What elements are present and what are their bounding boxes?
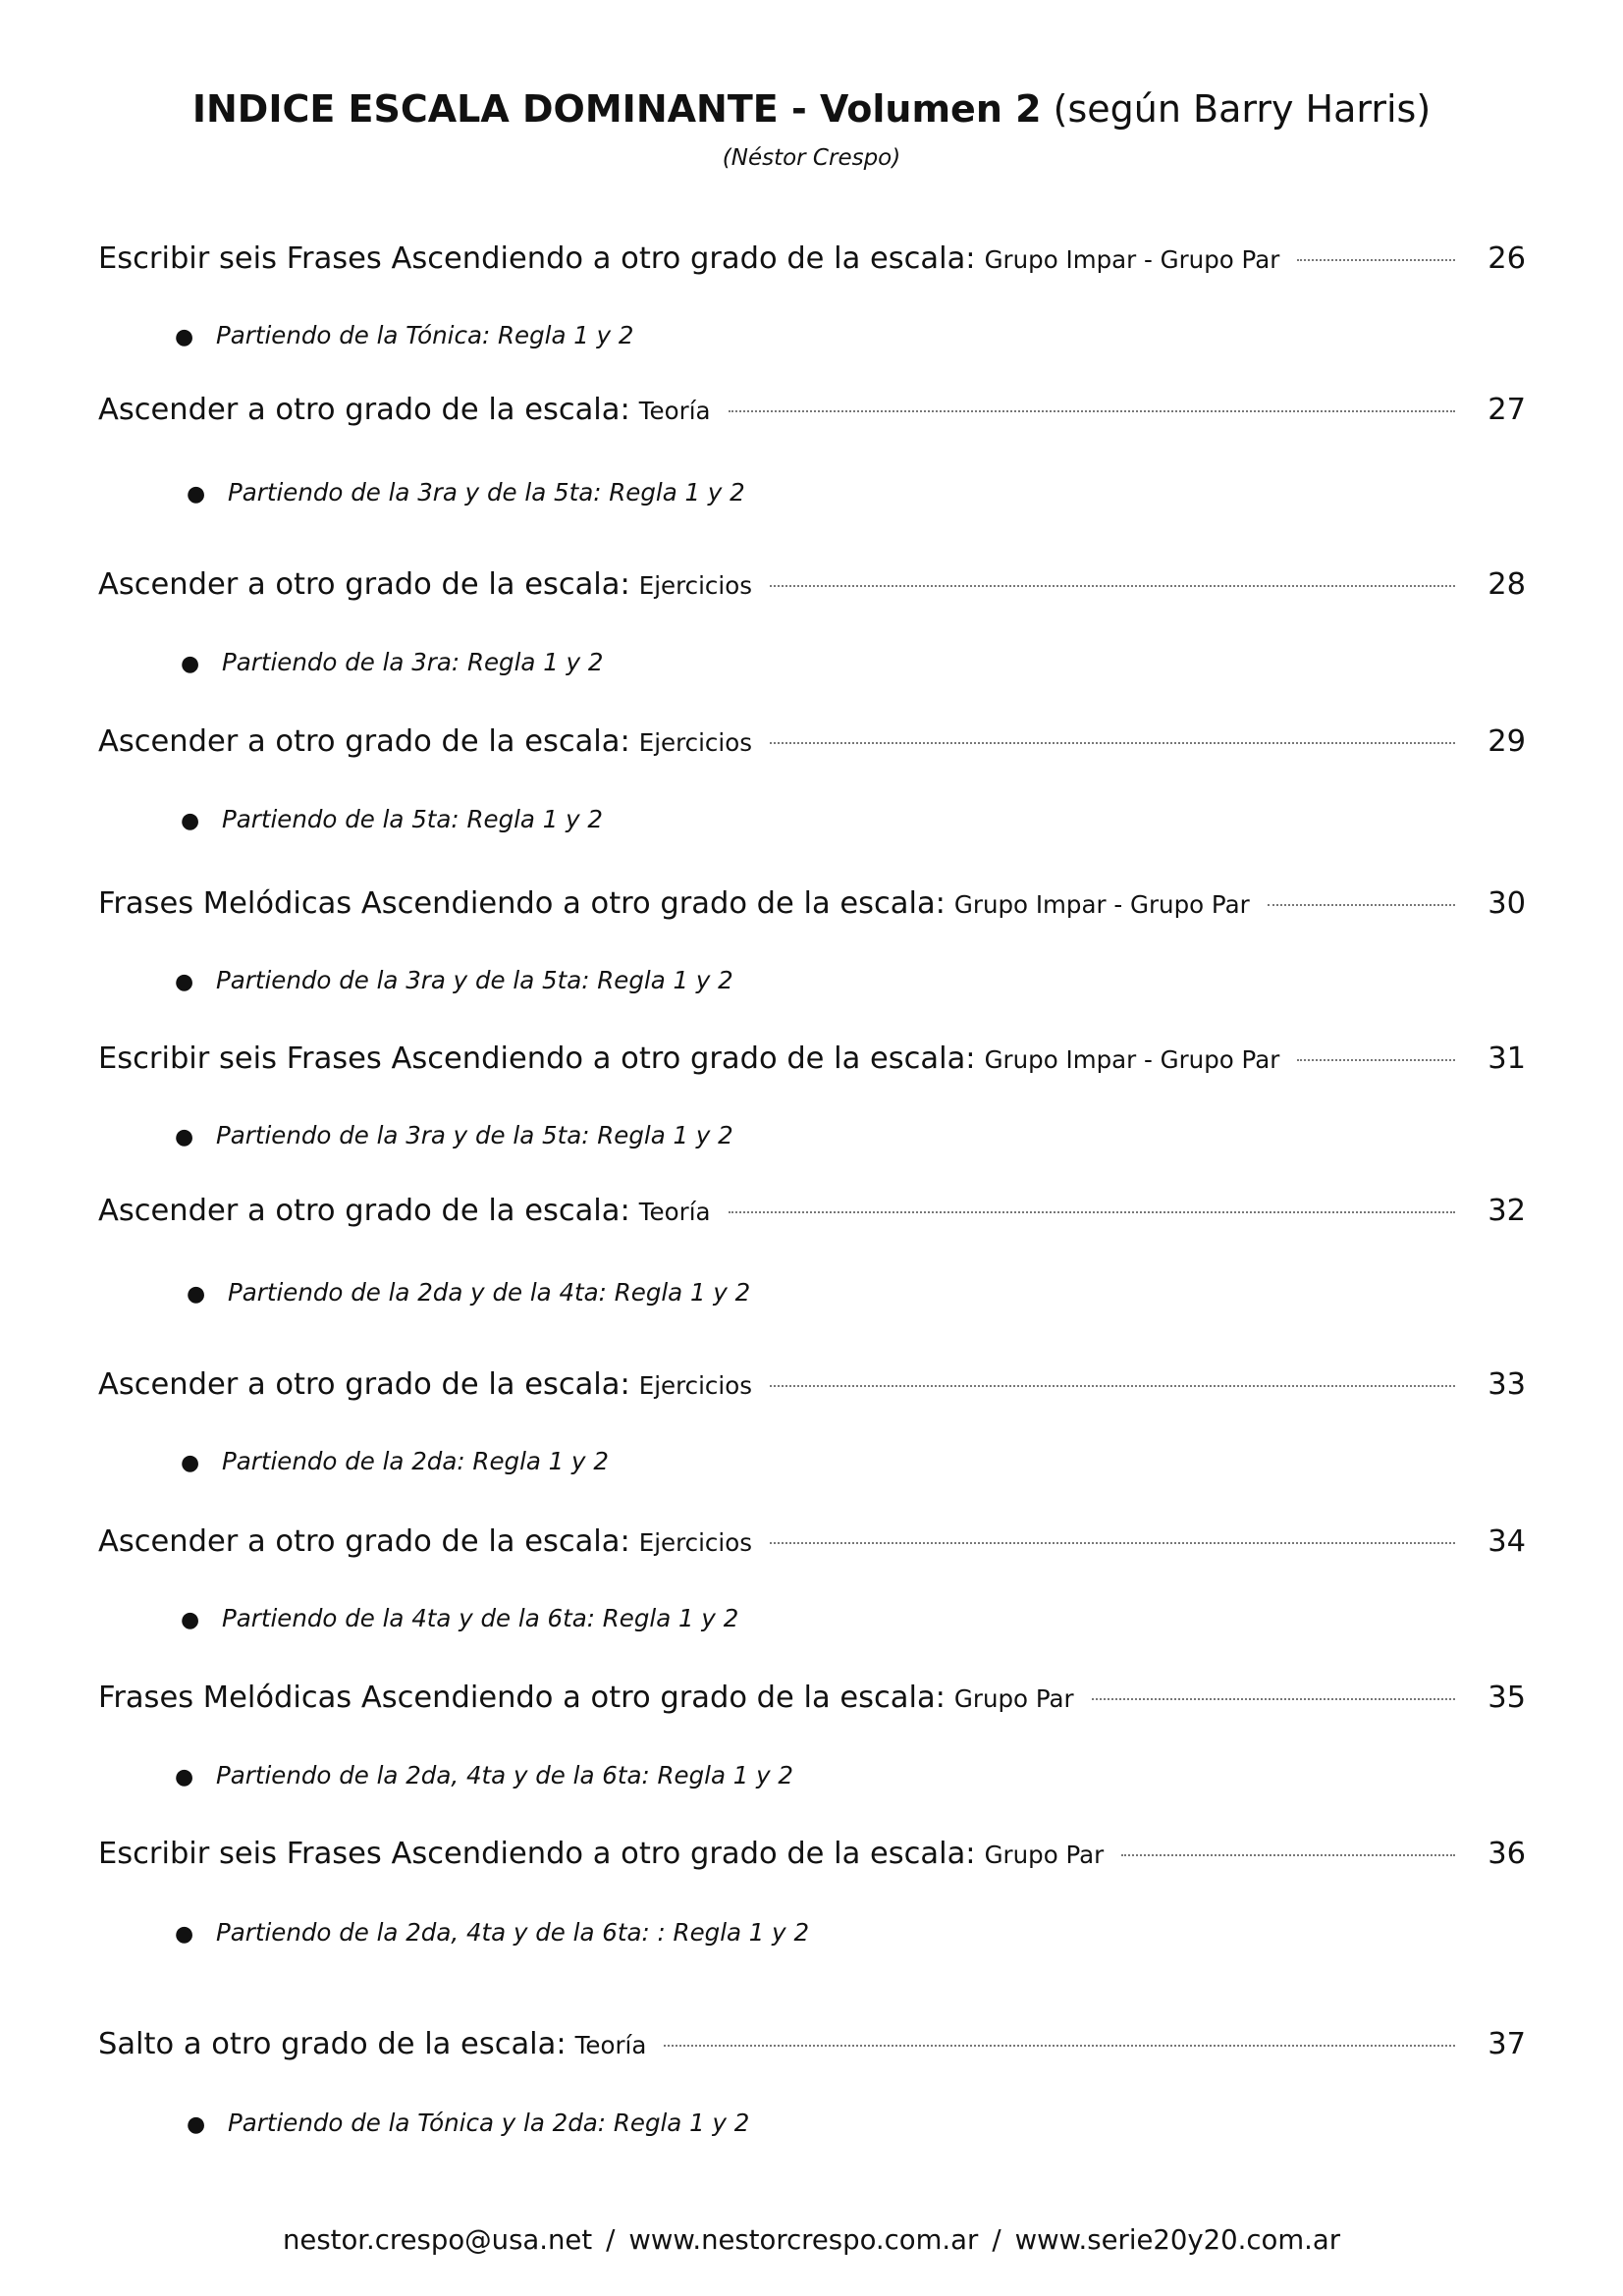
footer-links [0,2222,1623,2258]
page-number: 27 [1488,393,1526,427]
entry-title: Ascender a otro grado de la escala: [98,1524,630,1559]
page-number: 37 [1488,2027,1526,2061]
toc-bullet [175,1759,793,1794]
entry-title: Salto a otro grado de la escala: [98,2027,567,2061]
bullet-text: Partiendo de la 3ra y de la 5ta: Regla 1 y 2 [228,478,745,507]
bullet-text: Partiendo de la Tónica: Regla 1 y 2 [216,321,634,349]
dot-leader [770,742,1455,744]
toc-entry[interactable] [98,1521,1526,1564]
page-number: 34 [1488,1524,1526,1559]
footer-separator: / [606,2224,616,2256]
toc-bullet [187,476,745,511]
entry-subtitle: Grupo Par [984,1841,1105,1869]
bullet-text: Partiendo de la 2da: Regla 1 y 2 [222,1447,609,1475]
dot-leader [729,410,1455,412]
bullet-icon: ● [187,482,206,507]
entry-subtitle: Grupo Par [953,1684,1074,1713]
toc-bullet [181,803,603,838]
entry-title: Ascender a otro grado de la escala: [98,567,630,602]
bullet-text: Partiendo de la 3ra y de la 5ta: Regla 1 y 2 [216,966,733,994]
page-number: 28 [1488,567,1526,602]
footer-site-link[interactable]: www.nestorcrespo.com.ar [628,2224,979,2256]
toc-entry[interactable] [98,1190,1526,1233]
author-name: (Néstor Crespo) [722,145,901,171]
entry-title: Frases Melódicas Ascendiendo a otro grado de la escala: [98,886,946,921]
entry-title: Escribir seis Frases Ascendiendo a otro grado de la escala: [98,1041,976,1076]
footer-email[interactable]: nestor.crespo@usa.net [282,2224,593,2256]
document-title [0,86,1623,132]
dot-leader [770,585,1455,587]
toc-bullet [175,1916,809,1951]
bullet-icon: ● [175,1125,194,1149]
bullet-icon: ● [181,1608,200,1632]
entry-title: Ascender a otro grado de la escala: [98,1194,630,1228]
dot-leader [729,1211,1455,1213]
toc-entry[interactable] [98,882,1526,926]
dot-leader [1268,904,1455,906]
page-number: 31 [1488,1041,1526,1076]
footer-separator: / [992,2224,1001,2256]
toc-entry[interactable] [98,1038,1526,1081]
bullet-text: Partiendo de la 3ra y de la 5ta: Regla 1 y 2 [216,1121,733,1149]
bullet-text: Partiendo de la 2da, 4ta y de la 6ta: : Regla 1 y 2 [216,1918,810,1947]
dot-leader [1121,1854,1455,1856]
dot-leader [770,1385,1455,1387]
toc-bullet [187,1276,750,1311]
bullet-text: Partiendo de la Tónica y la 2da: Regla 1 y 2 [228,2109,750,2137]
bullet-icon: ● [187,2112,206,2137]
entry-subtitle: Grupo Impar - Grupo Par [953,890,1250,919]
bullet-icon: ● [181,652,200,676]
entry-title: Ascender a otro grado de la escala: [98,1367,630,1402]
toc-entry[interactable] [98,389,1526,432]
entry-subtitle: Ejercicios [638,1528,752,1557]
dot-leader [664,2045,1455,2047]
dot-leader [1297,1059,1455,1061]
toc-entry[interactable] [98,2023,1526,2066]
page-number: 36 [1488,1837,1526,1871]
entry-subtitle: Teoría [638,1198,711,1226]
bullet-icon: ● [175,1922,194,1947]
toc-entry[interactable] [98,721,1526,764]
page-number: 29 [1488,724,1526,759]
title-rest: (según Barry Harris) [1053,87,1432,131]
toc-entry[interactable] [98,563,1526,607]
page-number: 33 [1488,1367,1526,1402]
toc-bullet [181,1602,738,1637]
toc-entry[interactable] [98,238,1526,281]
bullet-icon: ● [181,809,200,833]
bullet-text: Partiendo de la 2da y de la 4ta: Regla 1 y 2 [228,1278,751,1307]
toc-bullet [175,319,634,354]
bullet-icon: ● [181,1451,200,1475]
entry-title: Escribir seis Frases Ascendiendo a otro grado de la escala: [98,241,976,276]
bullet-text: Partiendo de la 3ra: Regla 1 y 2 [222,648,604,676]
toc-bullet [181,1445,609,1480]
toc-bullet [175,964,733,999]
entry-subtitle: Ejercicios [638,728,752,757]
entry-title: Frases Melódicas Ascendiendo a otro grado de la escala: [98,1681,946,1715]
toc-bullet [175,1119,733,1154]
entry-subtitle: Ejercicios [638,571,752,600]
dot-leader [1297,259,1455,261]
bullet-icon: ● [175,325,194,349]
bullet-icon: ● [175,970,194,994]
page-number: 32 [1488,1194,1526,1228]
toc-bullet [181,646,603,681]
entry-title: Ascender a otro grado de la escala: [98,393,630,427]
footer-site-link[interactable]: www.serie20y20.com.ar [1014,2224,1341,2256]
bullet-text: Partiendo de la 5ta: Regla 1 y 2 [222,805,603,833]
bullet-text: Partiendo de la 2da, 4ta y de la 6ta: Regla 1 y 2 [216,1761,794,1789]
entry-subtitle: Ejercicios [638,1371,752,1400]
entry-title: Ascender a otro grado de la escala: [98,724,630,759]
entry-subtitle: Teoría [574,2031,647,2059]
bullet-text: Partiendo de la 4ta y de la 6ta: Regla 1 y 2 [222,1604,739,1632]
toc-entry[interactable] [98,1833,1526,1876]
entry-subtitle: Teoría [638,397,711,425]
entry-subtitle: Grupo Impar - Grupo Par [984,245,1280,274]
title-bold: INDICE ESCALA DOMINANTE - Volumen 2 [191,87,1042,131]
toc-entry[interactable] [98,1677,1526,1720]
dot-leader [1092,1698,1455,1700]
bullet-icon: ● [175,1765,194,1789]
toc-entry[interactable] [98,1363,1526,1407]
page-number: 26 [1488,241,1526,276]
bullet-icon: ● [187,1282,206,1307]
dot-leader [770,1542,1455,1544]
page-number: 30 [1488,886,1526,921]
page-number: 35 [1488,1681,1526,1715]
entry-title: Escribir seis Frases Ascendiendo a otro grado de la escala: [98,1837,976,1871]
toc-bullet [187,2107,749,2142]
entry-subtitle: Grupo Impar - Grupo Par [984,1045,1280,1074]
